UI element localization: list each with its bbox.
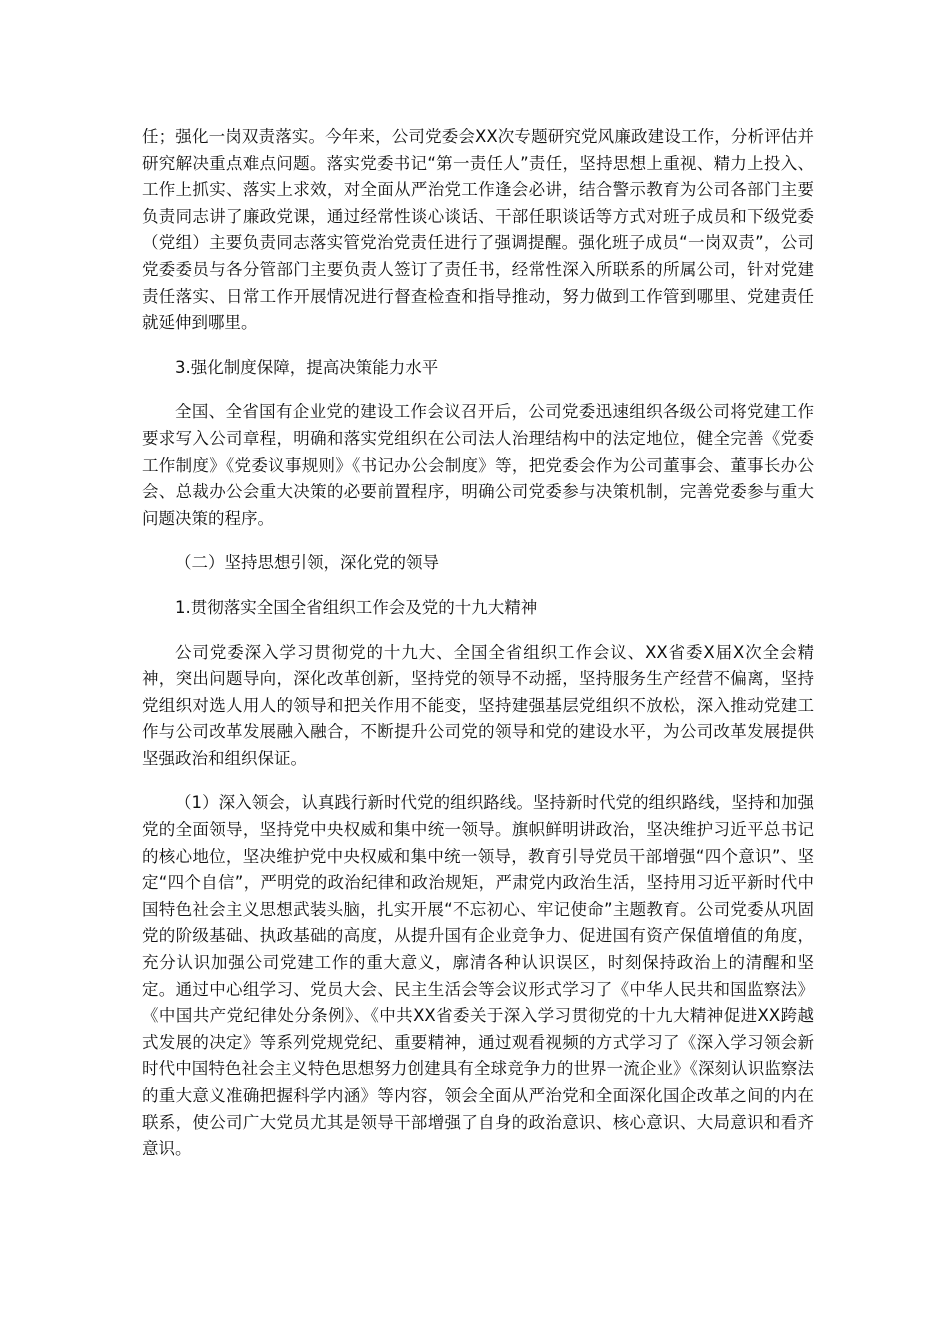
- document-page: [142, 124, 814, 1163]
- paragraph-implement-spirit: 公司党委深入学习贯彻党的十九大、全国全省组织工作会议、XX省委X届X次全会精神，突出问题导向，深化改革创新，坚持党的领导不动摇，坚持服务生产经营不偏离，坚持党组织对选人用人的领导和把关作用不能变，坚持建强基层党组织不放松，深入推动党建工作与公司改革发展融入融合，不断提升公司党的领导和党的建设水平，为公司改革发展提供坚强政治和组织保证。: [142, 642, 814, 768]
- paragraph-organizational-line: （1）深入领会，认真践行新时代党的组织路线。坚持新时代党的组织路线，坚持和加强党的全面领导，坚持党中央权威和集中统一领导。旗帜鲜明讲政治，坚决维护习近平总书记的核心地位，坚决维护党中央权威和集中统一领导，教育引导党员干部增强“四个意识”、坚定“四个自信”，严明党的政治纪律和政治规矩，严肃党内政治生活，坚持用习近平新时代中国特色社会主义思想武装头脑，扎实开展“不忘初心、牢记使命”主题教育。公司党委从巩固党的阶级基础、执政基础的高度，从提升国有企业竞争力、促进国有资产保值增值的角度，充分认识加强公司党建工作的重大意义，廓清各种认识误区，时刻保持政治上的清醒和坚定。通过中心组学习、党员大会、民主生活会等会议形式学习了《中华人民共和国监察法》《中国共产党纪律处分条例》、《中共XX省委关于深入学习贯彻党的十九大精神促进XX跨越式发展的决定》等系列党规党纪、重要精神，通过观看视频的方式学习了《深入学习领会新时代中国特色社会主义特色思想努力创建具有全球竞争力的世界一流企业》《深刻认识监察法的重大意义准确把握科学内涵》等内容，领会全面从严治党和全面深化国企改革之间的内在联系，使公司广大党员尤其是领导干部增强了自身的政治意识、核心意识、大局意识和看齐意识。: [142, 793, 814, 1159]
- paragraph-responsibility: 任；强化一岗双责落实。今年来，公司党委会XX次专题研究党风廉政建设工作，分析评估并研究解决重点难点问题。落实党委书记“第一责任人”责任，坚持思想上重视、精力上投入、工作上抓实、落实上求效，对全面从严治党工作逢会必讲，结合警示教育为公司各部门主要负责同志讲了廉政党课，通过经常性谈心谈话、干部任职谈话等方式对班子成员和下级党委（党组）主要负责同志落实管党治党责任进行了强调提醒。强化班子成员“一岗双责”，公司党委委员与各分管部门主要负责人签订了责任书，经常性深入所联系的所属公司，针对党建责任落实、日常工作开展情况进行督查检查和指导推动，努力做到工作管到哪里、党建责任就延伸到哪里。: [142, 127, 814, 333]
- heading-implement-spirit: 1.贯彻落实全国全省组织工作会及党的十九大精神: [175, 597, 538, 617]
- heading-ideological-guidance: （二）坚持思想引领，深化党的领导: [175, 553, 439, 573]
- heading-system-guarantee: 3.强化制度保障，提高决策能力水平: [175, 357, 439, 377]
- paragraph-system-guarantee: 全国、全省国有企业党的建设工作会议召开后，公司党委迅速组织各级公司将党建工作要求写入公司章程，明确和落实党组织在公司法人治理结构中的法定地位，健全完善《党委工作制度》《党委议事规则》《书记办公会制度》等，把党委会作为公司董事会、董事长办公会、总裁办公会重大决策的必要前置程序，明确公司党委参与决策机制，完善党委参与重大问题决策的程序。: [142, 402, 814, 528]
